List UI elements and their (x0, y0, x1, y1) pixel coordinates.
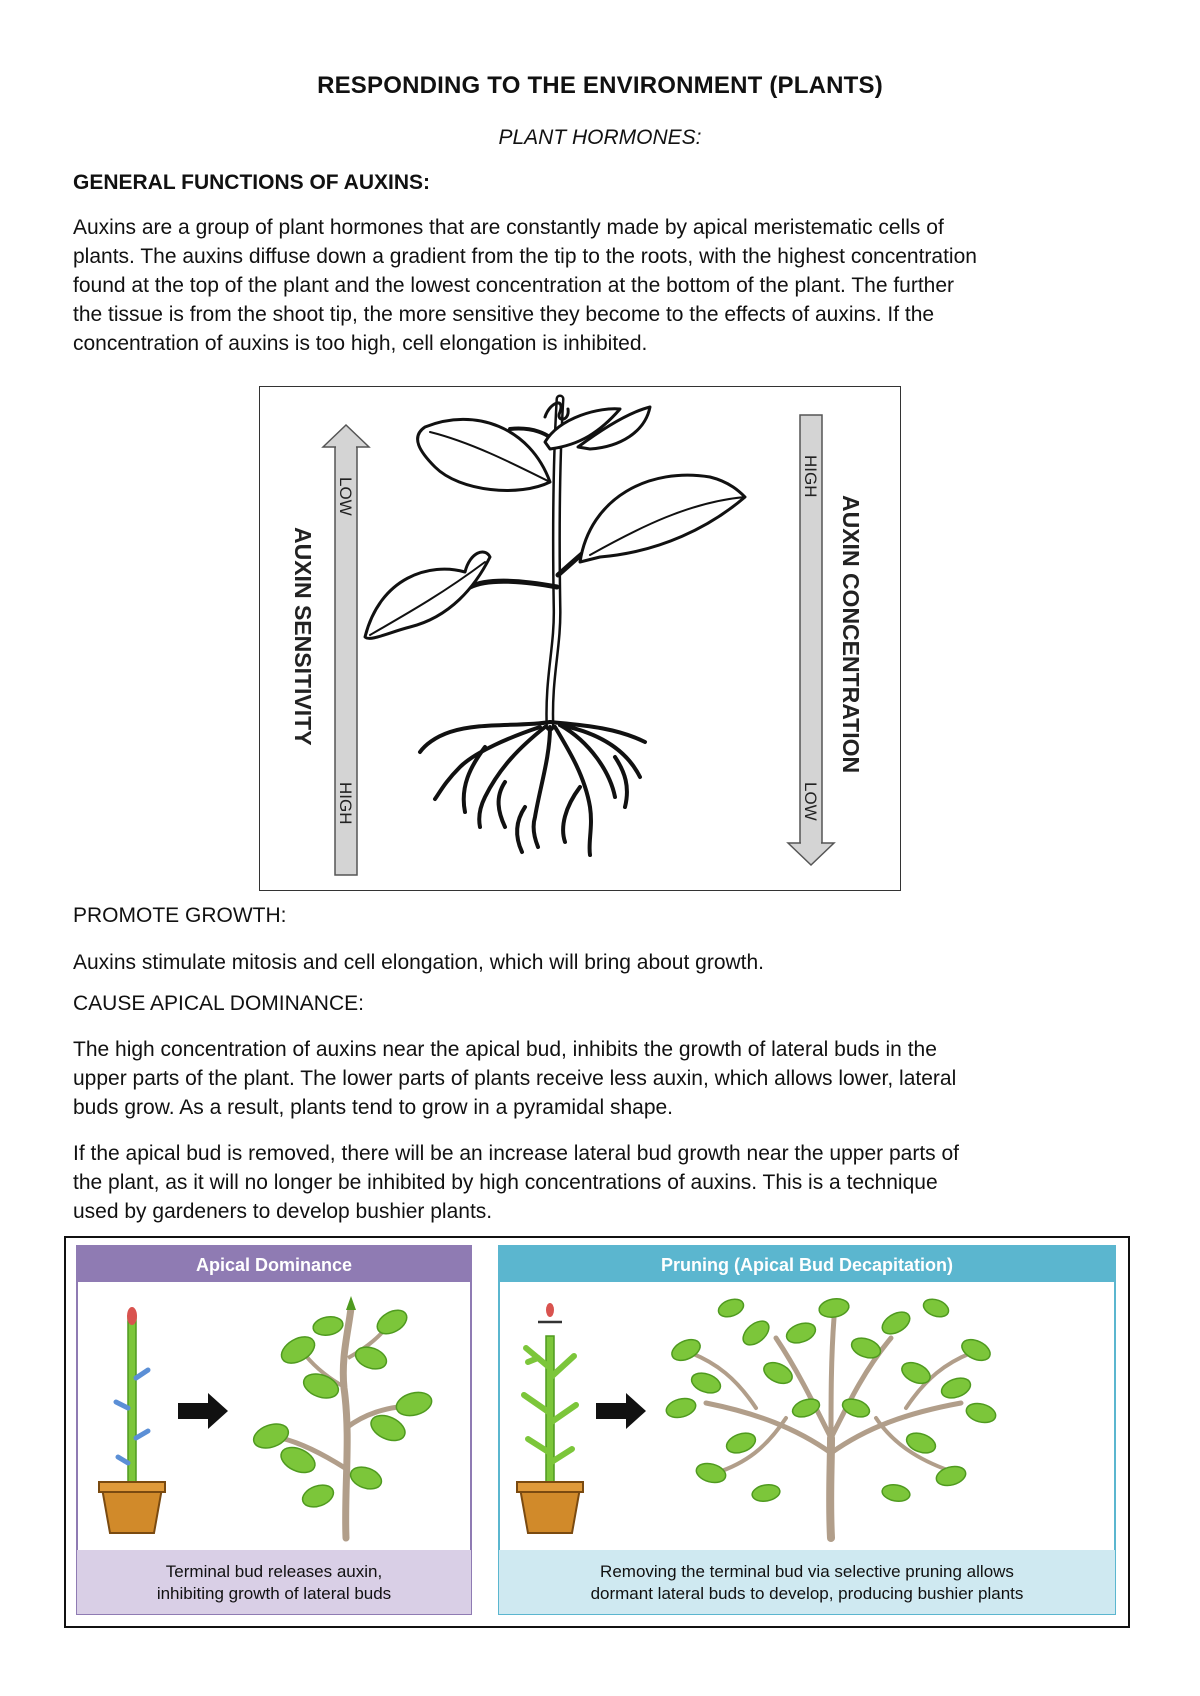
pruning-caption-line: dormant lateral buds to develop, producing bushier plants (590, 1584, 1024, 1603)
pruning-title: Pruning (Apical Bud Decapitation) (660, 1255, 954, 1275)
concentration-high-label: HIGH (801, 455, 820, 498)
apical-line: upper parts of the plant. The lower parts of plants receive less auxin, which allows lower, lateral (73, 1067, 957, 1090)
concentration-axis-label: AUXIN CONCENTRATION (838, 495, 864, 774)
intro-line: concentration of auxins is too high, cell elongation is inhibited. (73, 332, 648, 355)
apical-line: The high concentration of auxins near the apical bud, inhibits the growth of lateral buds in the (73, 1038, 937, 1061)
apical-line: used by gardeners to develop bushier plants. (73, 1200, 493, 1223)
apical-line: buds grow. As a result, plants tend to grow in a pyramidal shape. (73, 1096, 674, 1119)
apical-dominance-caption-line: Terminal bud releases auxin, (165, 1562, 383, 1581)
apical-dominance-title: Apical Dominance (195, 1255, 353, 1275)
pruning-panel (499, 1246, 1115, 1614)
pruning-diagram (64, 1236, 1130, 1628)
apical-line: If the apical bud is removed, there will be an increase lateral bud growth near the upper parts of (73, 1142, 960, 1165)
apical-dominance-caption-line: inhibiting growth of lateral buds (156, 1584, 392, 1603)
section-heading-auxins: GENERAL FUNCTIONS OF AUXINS: (73, 171, 431, 194)
apical-line: the plant, as it will no longer be inhibited by high concentrations of auxins. This is a technique (73, 1171, 938, 1194)
intro-line: the tissue is from the shoot tip, the more sensitive they become to the effects of auxins. If the (73, 303, 935, 326)
intro-line: found at the top of the plant and the lowest concentration at the bottom of the plant. The further (73, 274, 955, 297)
intro-line: Auxins are a group of plant hormones that are constantly made by apical meristematic cells of (73, 216, 944, 239)
promote-growth-text: Auxins stimulate mitosis and cell elongation, which will bring about growth. (73, 951, 765, 974)
page-title: RESPONDING TO THE ENVIRONMENT (PLANTS) (317, 72, 883, 99)
apical-paragraph-1 (73, 1035, 1133, 1122)
promote-growth-heading: PROMOTE GROWTH: (73, 904, 287, 927)
sensitivity-low-label: LOW (336, 477, 355, 516)
pruning-figure (66, 1238, 1128, 1626)
auxin-gradient-figure (260, 387, 900, 890)
apical-dominance-heading: CAUSE APICAL DOMINANCE: (73, 992, 364, 1015)
page-subtitle: PLANT HORMONES: (498, 126, 702, 149)
pruning-caption-line: Removing the terminal bud via selective pruning allows (600, 1562, 1014, 1581)
plant-illustration (365, 399, 745, 855)
apical-paragraph-2 (73, 1139, 1133, 1226)
auxin-gradient-diagram (259, 386, 901, 891)
pruning-caption-box (499, 1550, 1115, 1614)
intro-paragraph (73, 213, 1133, 358)
apical-dominance-caption-box (77, 1550, 471, 1614)
intro-line: plants. The auxins diffuse down a gradient from the tip to the roots, with the highest concentration (73, 245, 977, 268)
concentration-low-label: LOW (801, 782, 820, 821)
sensitivity-high-label: HIGH (336, 782, 355, 825)
apical-dominance-panel (77, 1246, 471, 1614)
sensitivity-axis-label: AUXIN SENSITIVITY (290, 527, 316, 746)
